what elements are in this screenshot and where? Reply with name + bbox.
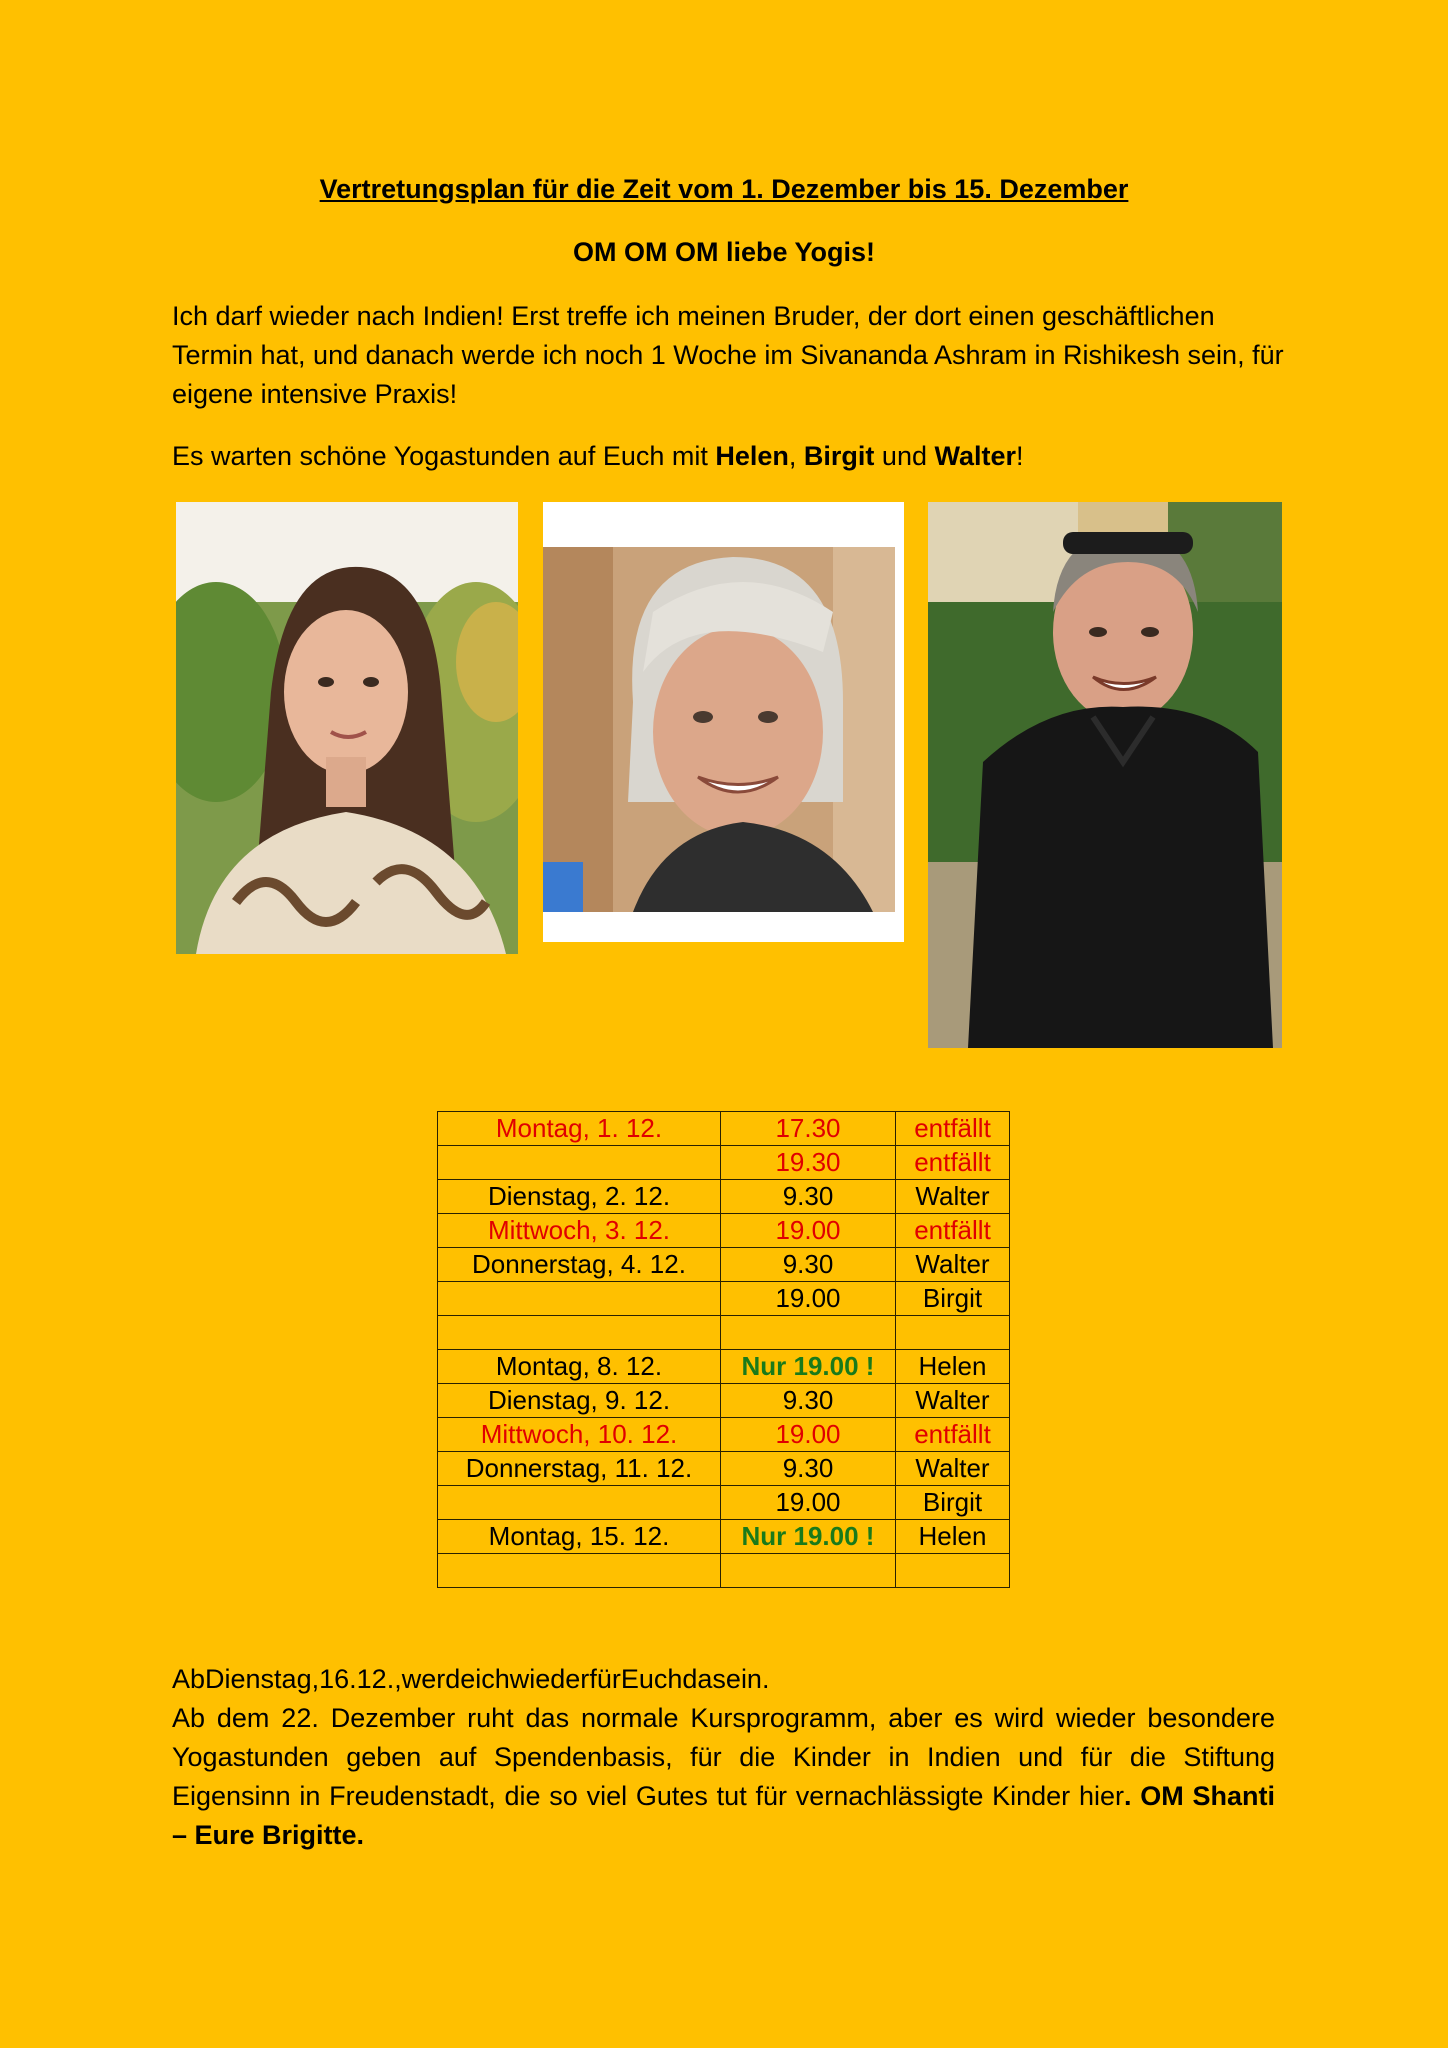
schedule-time-cell: Nur 19.00 ! — [721, 1520, 896, 1554]
schedule-time-cell — [721, 1316, 896, 1350]
schedule-day-cell: Donnerstag, 4. 12. — [438, 1248, 721, 1282]
schedule-day-cell — [438, 1316, 721, 1350]
schedule-time-cell: 19.00 — [721, 1418, 896, 1452]
schedule-time-cell — [721, 1554, 896, 1588]
schedule-teacher-cell: Walter — [896, 1452, 1010, 1486]
schedule-day-cell: Montag, 1. 12. — [438, 1112, 721, 1146]
page-title: Vertretungsplan für die Zeit vom 1. Dezember bis 15. Dezember — [319, 174, 1129, 204]
closing-word: werde — [401, 1664, 476, 1694]
schedule-time-cell: 19.00 — [721, 1214, 896, 1248]
teachers-sep2: und — [874, 441, 935, 471]
schedule-teacher-cell: Birgit — [896, 1486, 1010, 1520]
table-row — [438, 1384, 1010, 1418]
closing-word: sein. — [712, 1664, 770, 1694]
photo-helen — [176, 502, 518, 954]
closing-word: wieder — [509, 1664, 590, 1694]
teachers-suffix: ! — [1016, 441, 1024, 471]
closing-word: Euch — [620, 1664, 683, 1694]
schedule-time-cell: 9.30 — [721, 1384, 896, 1418]
schedule-time-cell: 9.30 — [721, 1248, 896, 1282]
schedule-time-cell: 19.00 — [721, 1486, 896, 1520]
table-row — [438, 1520, 1010, 1554]
schedule-day-cell — [438, 1486, 721, 1520]
teachers-prefix: Es warten schöne Yogastunden auf Euch mit — [172, 441, 716, 471]
schedule-teacher-cell — [896, 1316, 1010, 1350]
schedule-teacher-cell: entfällt — [896, 1146, 1010, 1180]
schedule-teacher-cell: Helen — [896, 1520, 1010, 1554]
table-row — [438, 1316, 1010, 1350]
closing-word: 12., — [356, 1664, 402, 1694]
closing-word: Ab — [172, 1664, 206, 1694]
table-row — [438, 1418, 1010, 1452]
schedule-time-cell: Nur 19.00 ! — [721, 1350, 896, 1384]
closing-word: für — [589, 1664, 621, 1694]
table-row — [438, 1146, 1010, 1180]
intro-paragraph: Ich darf wieder nach Indien! Erst treffe ich meinen Bruder, der dort einen geschäftlichen Termin hat, und danach werde ich noch 1 Woche im Sivananda Ashram in Rishikesh sein, für eigene intensive Praxis! — [172, 301, 1284, 409]
schedule-day-cell: Mittwoch, 3. 12. — [438, 1214, 721, 1248]
schedule-teacher-cell: Walter — [896, 1180, 1010, 1214]
closing-word: Dienstag, — [205, 1664, 320, 1694]
table-row — [438, 1282, 1010, 1316]
table-row — [438, 1214, 1010, 1248]
closing-paragraph — [172, 1660, 1275, 1855]
closing-body: Ab dem 22. Dezember ruht das normale Kursprogramm, aber es wird wieder besondere Yogastunden geben auf Spendenbasis, für die Kinder in Indien und für die Stiftung Eigensinn in Freudenstadt, die so viel Gutes tut für vernachlässigte Kinder hier — [172, 1703, 1275, 1811]
table-row — [438, 1112, 1010, 1146]
schedule-teacher-cell: Walter — [896, 1384, 1010, 1418]
closing-word: 16. — [319, 1664, 357, 1694]
schedule-teacher-cell: Walter — [896, 1248, 1010, 1282]
closing-word: da — [682, 1664, 713, 1694]
schedule-time-cell: 9.30 — [721, 1180, 896, 1214]
teacher-name-walter: Walter — [934, 441, 1016, 471]
schedule-day-cell — [438, 1554, 721, 1588]
schedule-time-cell: 19.00 — [721, 1282, 896, 1316]
teacher-name-birgit: Birgit — [803, 441, 875, 471]
schedule-teacher-cell: Helen — [896, 1350, 1010, 1384]
schedule-teacher-cell — [896, 1554, 1010, 1588]
photo-walter — [928, 502, 1282, 1048]
schedule-day-cell — [438, 1282, 721, 1316]
teachers-sep1: , — [788, 441, 804, 471]
schedule-day-cell: Montag, 15. 12. — [438, 1520, 721, 1554]
table-row — [438, 1486, 1010, 1520]
closing-signoff: . OM Shanti – Eure Brigitte. — [172, 1781, 1276, 1850]
schedule-day-cell: Dienstag, 2. 12. — [438, 1180, 721, 1214]
teacher-name-helen: Helen — [715, 441, 789, 471]
teachers-line — [172, 437, 1292, 476]
schedule-teacher-cell: entfällt — [896, 1112, 1010, 1146]
table-row — [438, 1248, 1010, 1282]
schedule-teacher-cell: entfällt — [896, 1418, 1010, 1452]
table-row — [438, 1350, 1010, 1384]
schedule-day-cell: Montag, 8. 12. — [438, 1350, 721, 1384]
schedule-time-cell: 17.30 — [721, 1112, 896, 1146]
schedule-teacher-cell: entfällt — [896, 1214, 1010, 1248]
schedule-time-cell: 19.30 — [721, 1146, 896, 1180]
schedule-day-cell — [438, 1146, 721, 1180]
table-row — [438, 1452, 1010, 1486]
greeting: OM OM OM liebe Yogis! — [572, 237, 876, 267]
schedule-teacher-cell: Birgit — [896, 1282, 1010, 1316]
table-row — [438, 1554, 1010, 1588]
schedule-time-cell: 9.30 — [721, 1452, 896, 1486]
schedule-day-cell: Donnerstag, 11. 12. — [438, 1452, 721, 1486]
schedule-day-cell: Dienstag, 9. 12. — [438, 1384, 721, 1418]
closing-word: ich — [475, 1664, 510, 1694]
closing-line-1 — [172, 1660, 1275, 1699]
schedule-day-cell: Mittwoch, 10. 12. — [438, 1418, 721, 1452]
schedule-table — [437, 1111, 1010, 1588]
photo-birgit — [543, 502, 904, 942]
table-row — [438, 1180, 1010, 1214]
